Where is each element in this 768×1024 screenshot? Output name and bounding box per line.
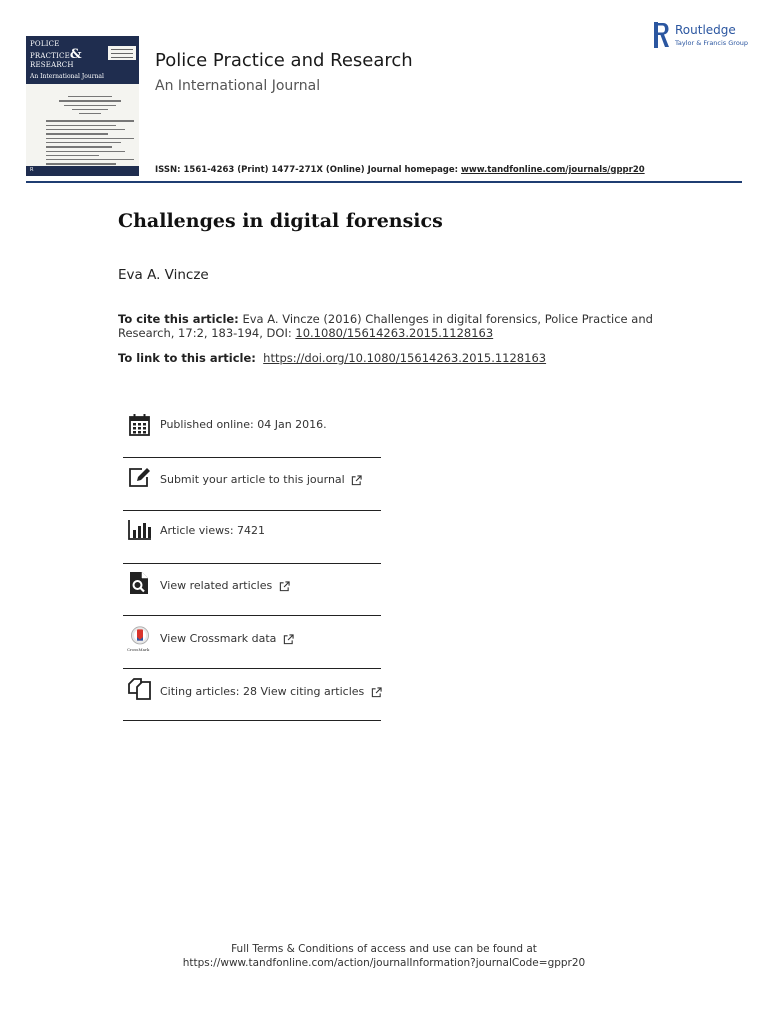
journal-homepage-link[interactable]: www.tandfonline.com/journals/gppr20 xyxy=(461,165,645,175)
row-divider xyxy=(123,510,381,511)
row-divider xyxy=(123,563,381,564)
crossmark-label[interactable]: View Crossmark data xyxy=(160,632,277,645)
citing-documents-icon xyxy=(128,677,152,701)
submit-article-text[interactable] xyxy=(160,473,362,486)
row-divider xyxy=(123,720,381,721)
cover-title-line2-wrap xyxy=(30,46,82,62)
crossmark-icon-label: CrossMark xyxy=(127,647,150,652)
cover-title-line3: RESEARCH xyxy=(30,61,74,69)
external-link-icon xyxy=(351,475,362,486)
article-title: Challenges in digital forensics xyxy=(118,210,443,232)
citing-articles-text[interactable] xyxy=(160,685,382,698)
article-link-block xyxy=(118,351,546,365)
calendar-icon xyxy=(128,413,152,437)
footer-terms-text: Full Terms & Conditions of access and use can be found at xyxy=(231,943,537,955)
cover-title-line1: POLICE xyxy=(30,40,60,48)
submit-article-row[interactable] xyxy=(123,466,381,492)
cover-subtitle: An International Journal xyxy=(30,73,104,80)
external-link-icon xyxy=(283,634,294,645)
row-divider xyxy=(123,615,381,616)
article-author: Eva A. Vincze xyxy=(118,267,209,283)
routledge-logo-icon xyxy=(654,22,670,48)
link-label: To link to this article: xyxy=(118,351,256,365)
row-divider xyxy=(123,668,381,669)
cover-footer-strip xyxy=(26,166,139,176)
journal-title[interactable]: Police Practice and Research xyxy=(155,50,413,71)
citation-block xyxy=(118,312,658,340)
header-divider xyxy=(26,181,742,183)
crossmark-text[interactable] xyxy=(160,632,294,645)
published-online-text: Published online: 04 Jan 2016. xyxy=(160,418,327,431)
cite-label: To cite this article: xyxy=(118,312,239,326)
related-articles-row[interactable] xyxy=(123,571,381,597)
citing-articles-label[interactable]: Citing articles: 28 View citing articles xyxy=(160,685,365,698)
journal-subtitle: An International Journal xyxy=(155,78,321,94)
cite-doi-link[interactable]: 10.1080/15614263.2015.1128163 xyxy=(295,326,494,340)
cover-header-band xyxy=(26,36,139,84)
issn-line xyxy=(155,165,645,175)
crossmark-row[interactable] xyxy=(123,626,381,654)
citing-articles-row[interactable] xyxy=(123,677,381,703)
edit-icon xyxy=(128,466,152,490)
document-search-icon xyxy=(128,571,152,595)
cover-title-line2: PRACTICE xyxy=(30,51,70,60)
publisher-group: Taylor & Francis Group xyxy=(675,39,749,47)
cite-text: Eva A. Vincze (2016) Challenges in digital forensics, Police Practice and Research, 17:2, 183-194, DOI: xyxy=(118,312,653,340)
cover-badge xyxy=(108,46,136,60)
publisher-name: Routledge xyxy=(675,23,736,37)
external-link-icon xyxy=(371,687,382,698)
bar-chart-icon xyxy=(128,518,152,542)
footer-terms-url[interactable]: https://www.tandfonline.com/action/journalInformation?journalCode=gppr20 xyxy=(182,957,586,969)
submit-article-label[interactable]: Submit your article to this journal xyxy=(160,473,345,486)
row-divider xyxy=(123,457,381,458)
issn-text: ISSN: 1561-4263 (Print) 1477-271X (Online) Journal homepage: xyxy=(155,165,459,175)
cover-ampersand: & xyxy=(69,46,82,62)
related-articles-text[interactable] xyxy=(160,579,290,592)
cover-publisher-mark: R xyxy=(30,167,34,173)
journal-cover-thumbnail xyxy=(26,36,139,176)
cover-title xyxy=(30,40,82,71)
article-doi-url-link[interactable]: https://doi.org/10.1080/15614263.2015.1128163 xyxy=(263,351,547,365)
article-views-text: Article views: 7421 xyxy=(160,524,266,537)
related-articles-label[interactable]: View related articles xyxy=(160,579,273,592)
published-online-row xyxy=(123,413,381,439)
external-link-icon xyxy=(279,581,290,592)
cover-contents-lines xyxy=(46,96,134,168)
article-views-row xyxy=(123,518,381,542)
